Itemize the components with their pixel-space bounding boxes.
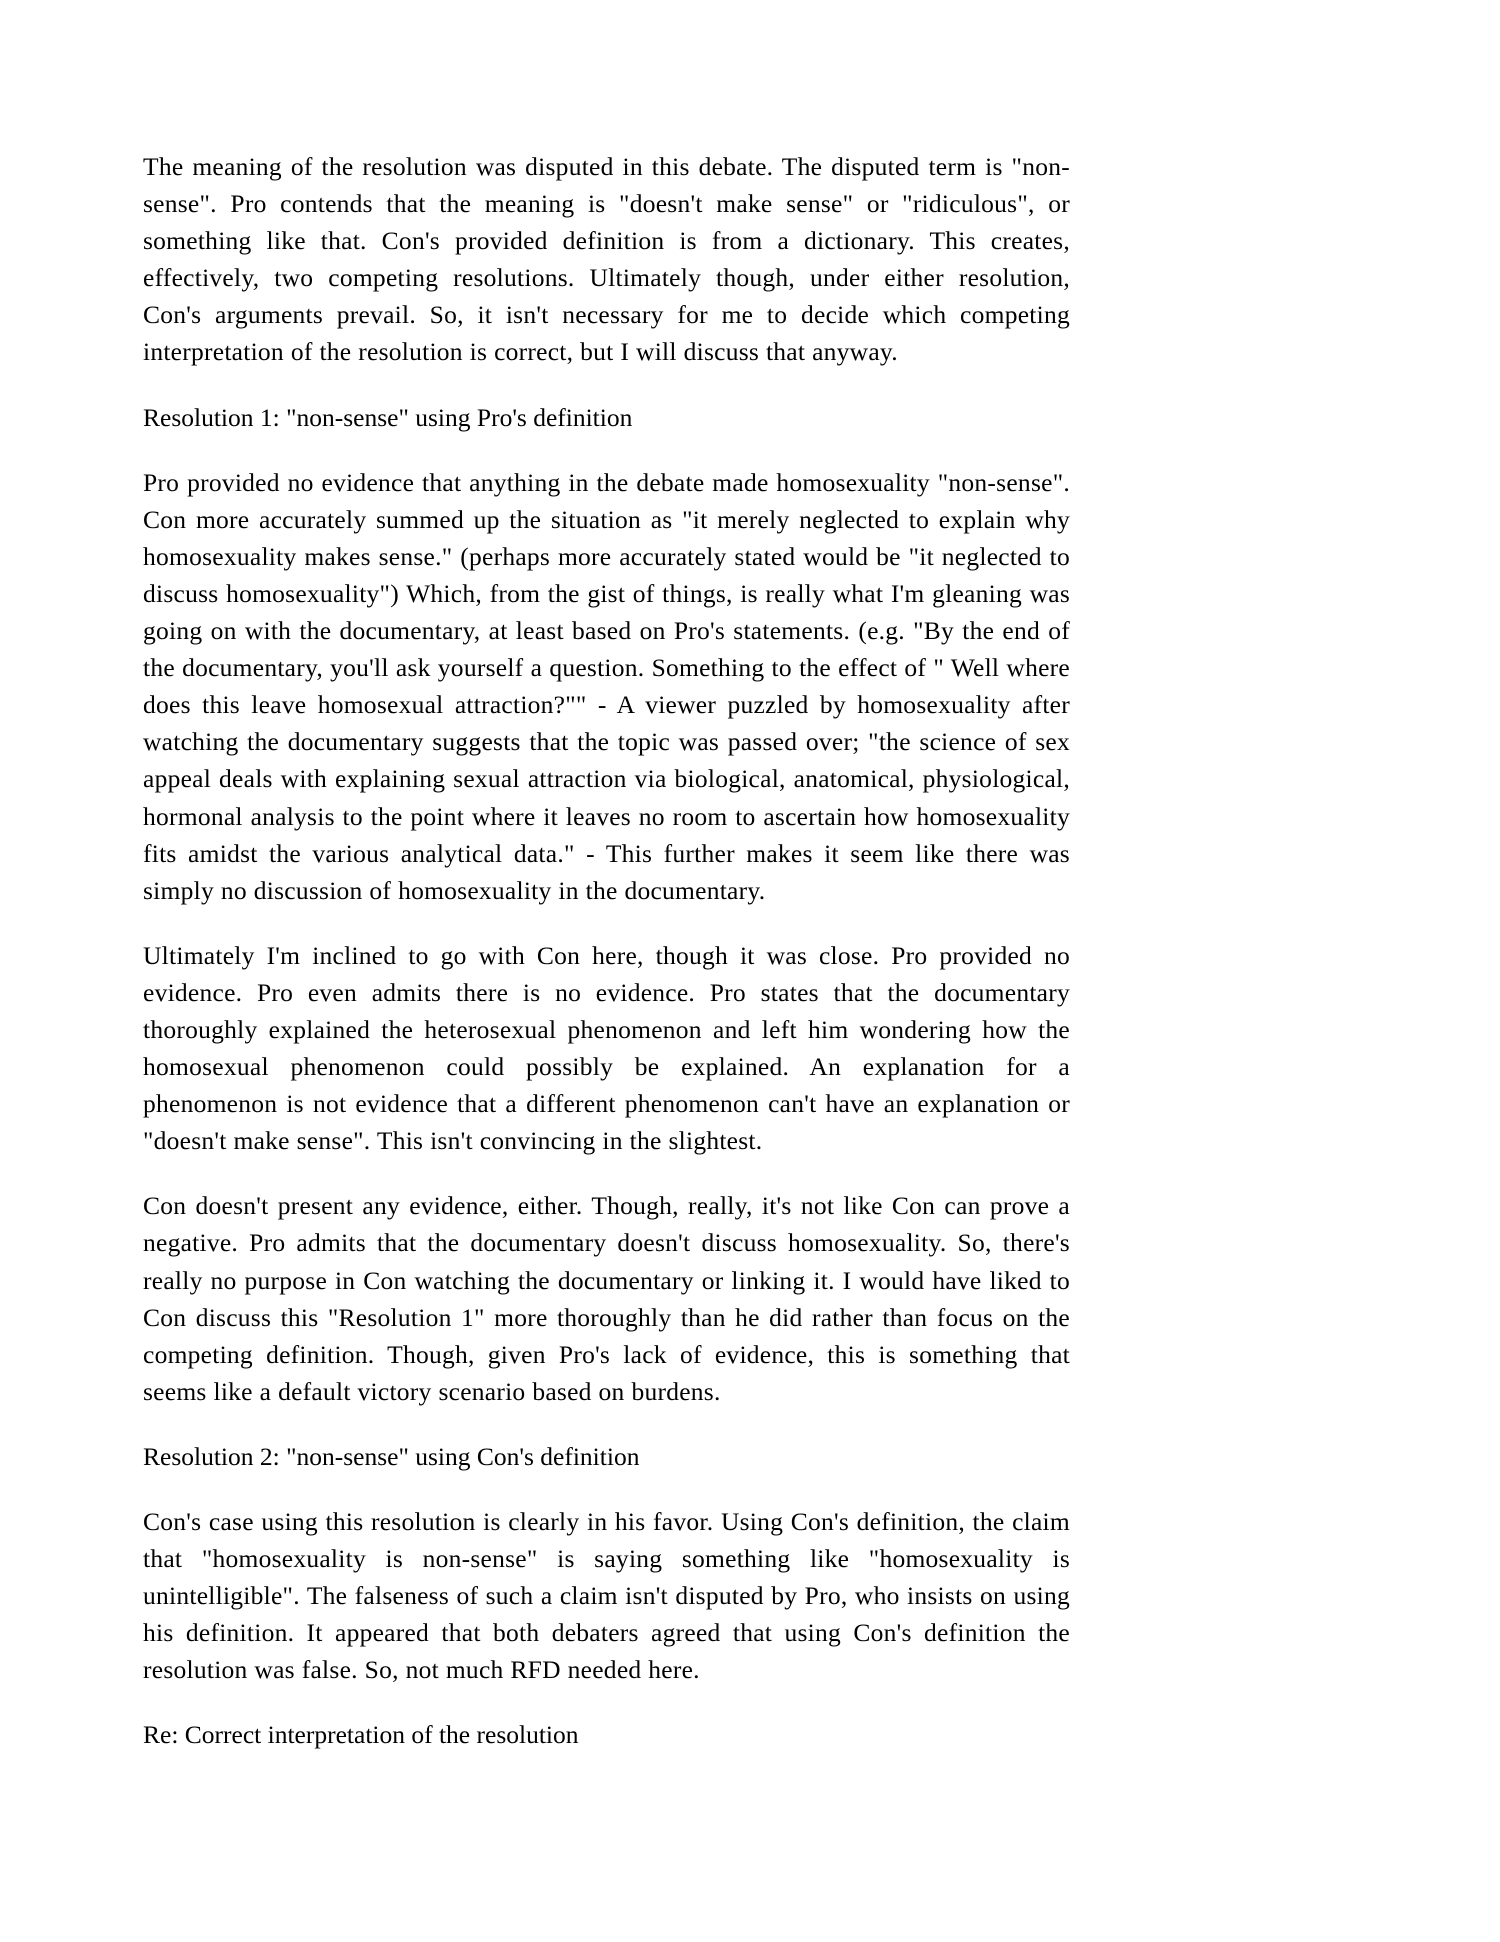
document-body: [143, 148, 1070, 1754]
heading-resolution-2: Resolution 2: "non-sense" using Con's definition: [143, 1441, 640, 1471]
heading-correct-interpretation: Re: Correct interpretation of the resolution: [143, 1720, 579, 1750]
heading-resolution-1: Resolution 1: "non-sense" using Pro's definition: [143, 402, 633, 432]
paragraph-resolution-1-analysis: Pro provided no evidence that anything in the debate made homosexuality "non-sense". Con more accurately summed up the situation as "it merely neglected to explain why homosexuality makes sense." (perhaps more accurately stated would be "it neglected to discuss homosexuality") Which, from the gist of things, is really what I'm gleaning was going on with the documentary, at least based on Pro's statements. (e.g. "By the end of the documentary, you'll ask yourself a question. Something to the effect of " Well where does this leave homosexual attraction?"" - A viewer puzzled by homosexuality after watching the documentary suggests that the topic was passed over; "the science of sex appeal deals with explaining sexual attraction via biological, anatomical, physiological, hormonal analysis to the point where it leaves no room to ascertain how homosexuality fits amidst the various analytical data." - This further makes it seem like there was simply no discussion of homosexuality in the documentary.: [143, 467, 1070, 905]
paragraph-intro: The meaning of the resolution was disputed in this debate. The disputed term is "non-sense". Pro contends that the meaning is "doesn't make sense" or "ridiculous", or something like that. Con's provided definition is from a dictionary. This creates, effectively, two competing resolutions. Ultimately though, under either resolution, Con's arguments prevail. So, it isn't necessary for me to decide which competing interpretation of the resolution is correct, but I will discuss that anyway.: [143, 152, 1070, 367]
paragraph-resolution-2-analysis: Con's case using this resolution is clearly in his favor. Using Con's definition, the claim that "homosexuality is non-sense" is saying something like "homosexuality is unintelligible". The falseness of such a claim isn't disputed by Pro, who insists on using his definition. It appeared that both debaters agreed that using Con's definition the resolution was false. So, not much RFD needed here.: [143, 1507, 1070, 1685]
paragraph-con-no-evidence: Con doesn't present any evidence, either. Though, really, it's not like Con can prove a negative. Pro admits that the documentary doesn't discuss homosexuality. So, there's really no purpose in Con watching the documentary or linking it. I would have liked to Con discuss this "Resolution 1" more thoroughly than he did rather than focus on the competing definition. Though, given Pro's lack of evidence, this is something that seems like a default victory scenario based on burdens.: [143, 1191, 1070, 1406]
paragraph-inclined-con: Ultimately I'm inclined to go with Con here, though it was close. Pro provided no evidence. Pro even admits there is no evidence. Pro states that the documentary thoroughly explained the heterosexual phenomenon and left him wondering how the homosexual phenomenon could possibly be explained. An explanation for a phenomenon is not evidence that a different phenomenon can't have an explanation or "doesn't make sense". This isn't convincing in the slightest.: [143, 940, 1070, 1156]
